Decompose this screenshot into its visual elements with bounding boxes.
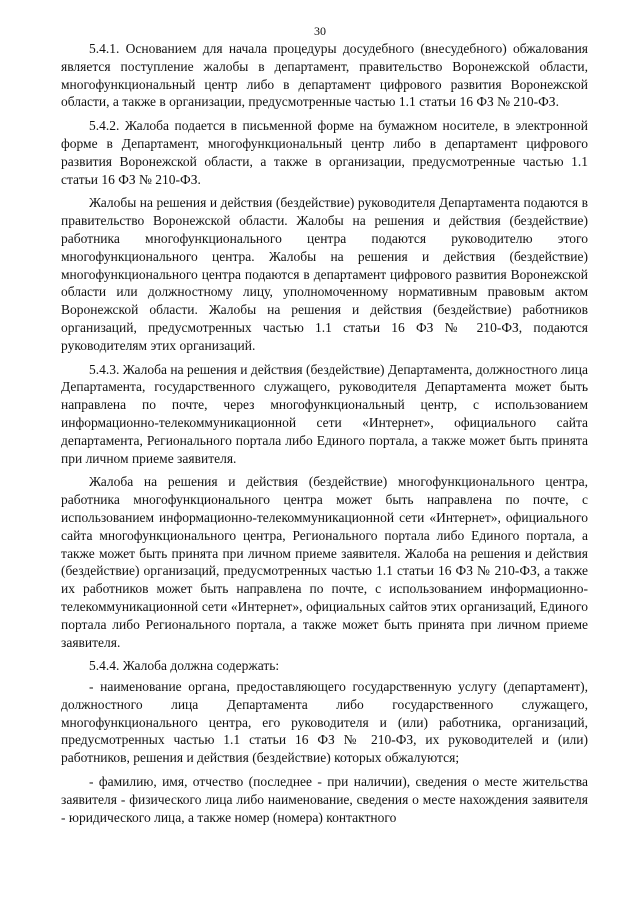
paragraph-5-4-2: 5.4.2. Жалоба подается в письменной форме на бумажном носителе, в электронной форме в Департамент, многофункциональный центр либо в департамент цифрового развития Воронежской области, а также в организации, предусмотренные частью 1.1 статьи 16 ФЗ № 210-ФЗ. [61,118,588,187]
document-body [61,40,588,832]
paragraph-5-4-3: 5.4.3. Жалоба на решения и действия (бездействие) Департамента, должностного лица Департамента, государственного служащего, руководителя Департамента может быть направлена по почте, через многофункциональный центр, с использованием информационно-телекоммуникационной сети «Интернет», официального сайта департамента, Регионального портала либо Единого портала, а также может быть принята при личном приеме заявителя. [61,361,588,466]
paragraph-5-4-4: 5.4.4. Жалоба должна содержать: [89,658,280,674]
paragraph-complaints-addressees: Жалобы на решения и действия (бездействие) руководителя Департамента подаются в правительство Воронежской области. Жалобы на решения и действия (бездействие) работника многофункционального центра подаются руководителю этого многофункционального центра. Жалобы на решения и действия (бездействие) многофункционального центра подаются в департамент цифрового развития Воронежской области или должностному лицу, уполномоченному нормативным правовым актом Воронежской области. Жалобы на решения и действия (бездействие) работников организаций, предусмотренных частью 1.1 статьи 16 ФЗ № 210-ФЗ, подаются руководителям этих организаций. [61,195,588,353]
paragraph-mfc-complaints: Жалоба на решения и действия (бездействие) многофункционального центра, работника многофункционального центра может быть направлена по почте, с использованием информационно-телекоммуникационной сети «Интернет», официального сайта многофункционального центра, Регионального портала либо Единого портала, а также может быть принята при личном приеме заявителя. Жалоба на решения и действия (бездействие) организаций, предусмотренных частью 1.1 статьи 16 ФЗ № 210-ФЗ, а также их работников может быть направлена по почте, с использованием информационно-телекоммуникационной сети «Интернет», официальных сайтов этих организаций, Единого портала либо Регионального портала, а также может быть принята при личном приеме заявителя. [61,474,588,650]
list-item-organ-name: - наименование органа, предоставляющего государственную услугу (департамент), должностного лица Департамента либо государственного служащего, многофункционального центра, его руководителя и (или) работника, организаций, предусмотренных частью 1.1 статьи 16 ФЗ № 210-ФЗ, их руководителей и (или) работников, решения и действия (бездействие) которых обжалуются; [61,679,588,766]
page-number: 30 [314,24,326,38]
paragraph-5-4-1: 5.4.1. Основанием для начала процедуры досудебного (внесудебного) обжалования является поступление жалобы в департамент, правительство Воронежской области, многофункциональный центр либо в департамент цифрового развития Воронежской области, а также в организации, предусмотренные частью 1.1 статьи 16 ФЗ № 210-ФЗ. [61,41,588,110]
list-item-applicant-info: - фамилию, имя, отчество (последнее - при наличии), сведения о месте жительства заявителя - физического лица либо наименование, сведения о месте нахождения заявителя - юридического лица, а также номер (номера) контактного [61,774,588,825]
